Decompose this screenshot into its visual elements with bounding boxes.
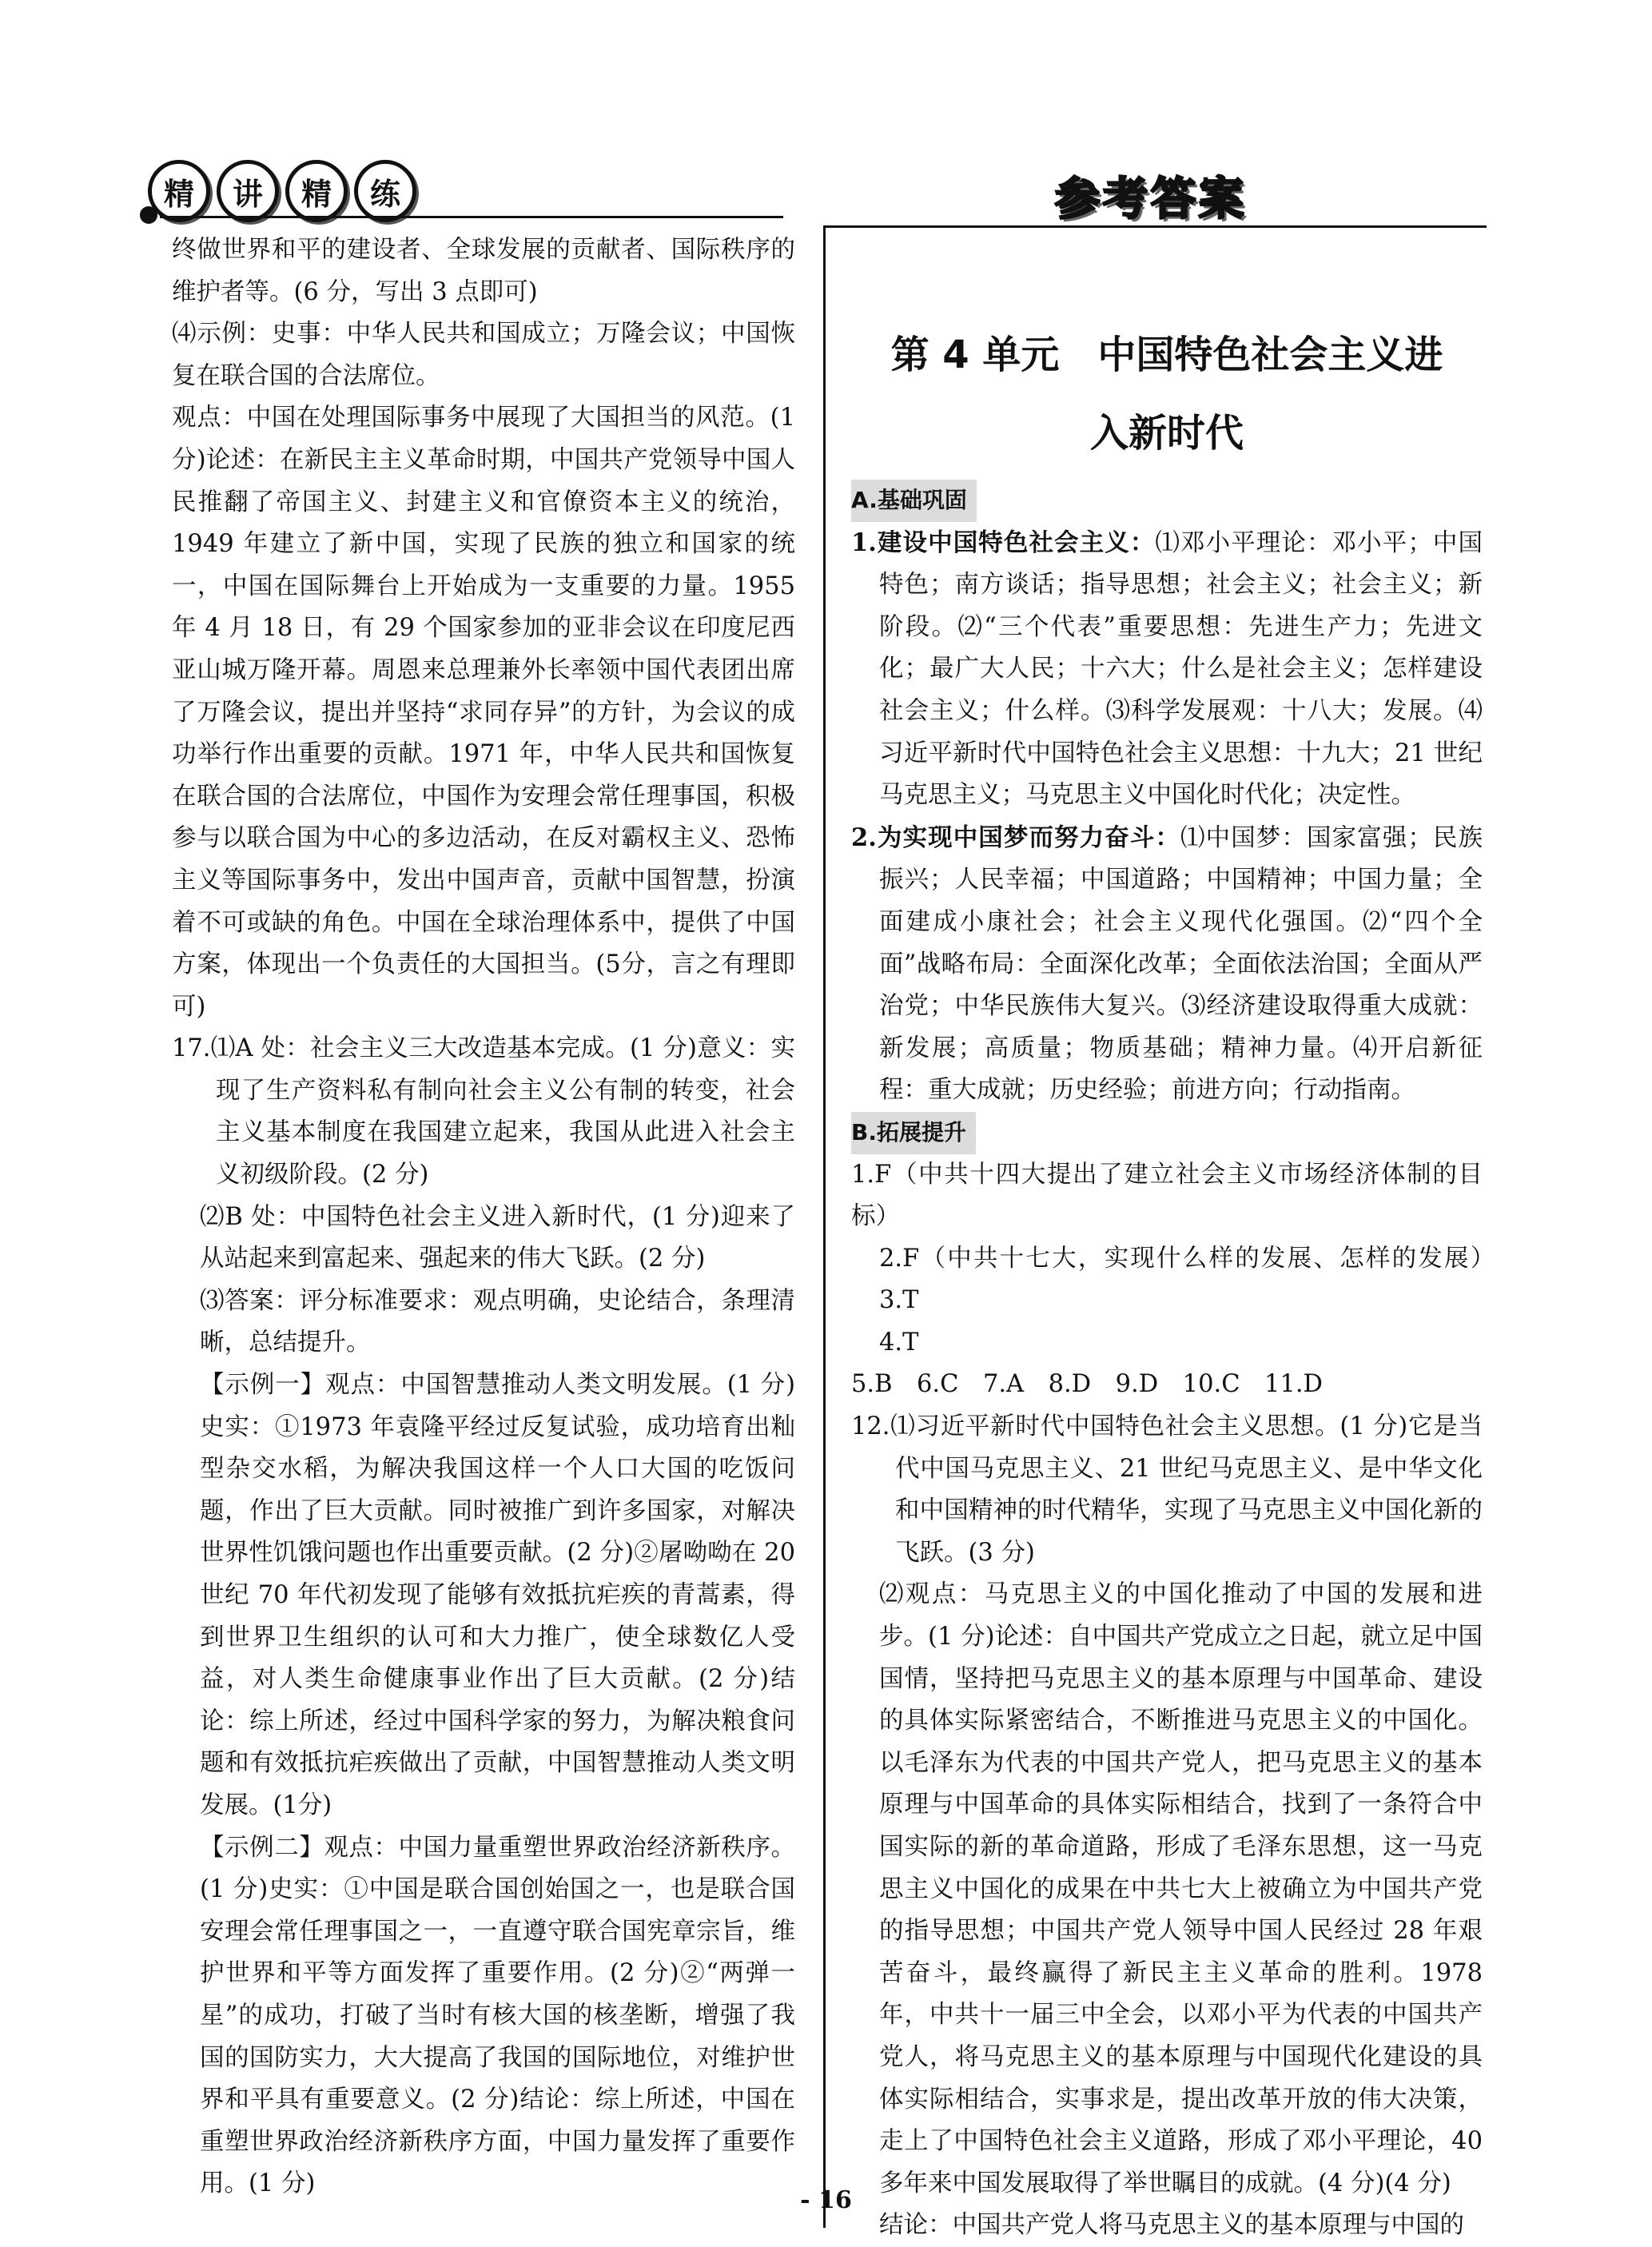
header-right-rule xyxy=(823,225,1487,228)
b-item-5-11: 5.B 6.C 7.A 8.D 9.D 10.C 11.D xyxy=(851,1370,1323,1399)
a2-text: ⑴中国梦：国家富强；民族振兴；人民幸福；中国道路；中国精神；中国力量；全面建成小康社会；社会主义现代化强国。⑵“四个全面”战略布局：全面深化改革；全面依法治国；全面从严治党；中华民族伟大复兴。⑶经济建设取得重大成就：新发展；高质量；物质基础；精神力量。⑷开启新征程：重大成就；历史经验；前进方向；行动指南。 xyxy=(879,823,1483,1105)
page-number: - 16 xyxy=(800,2186,852,2214)
left-example-1: 【示例一】观点：中国智慧推动人类文明发展。(1 分)史实：①1973 年袁隆平经过反复试验，成功培育出籼型杂交水稻，为解决我国这样一个人口大国的吃饭问题，作出了巨大贡献。同时被推广到许多国家，对解决世界性饥饿问题也作出重要贡献。(2 分)②屠呦呦在 20 世纪 70 年代初发现了能够有效抵抗疟疾的青蒿素，得到世界卫生组织的认可和大力推广，使全球数亿人受益，对人类生命健康事业作出了巨大贡献。(2 分)结论：综上所述，经过中国科学家的努力，为解决粮食问题和有效抵抗疟疾做出了贡献，中国智慧推动人类文明发展。(1分) xyxy=(200,1371,795,1819)
left-para-2: ⑷示例：史事：中华人民共和国成立；万隆会议；中国恢复在联合国的合法席位。 xyxy=(172,320,795,390)
b-item-4: 4.T xyxy=(879,1328,919,1357)
a1-label: 1.建设中国特色社会主义： xyxy=(851,528,1156,557)
logo-dot xyxy=(140,206,157,224)
left-q17-3: ⑶答案：评分标准要求：观点明确，史论结合，条理清晰，总结提升。 xyxy=(200,1286,795,1357)
b-item-2: 2.F（中共十七大，实现什么样的发展、怎样的发展） 3.T xyxy=(879,1244,1507,1315)
b-item-12-3: 结论：中国共产党人将马克思主义的基本原理与中国的 xyxy=(879,2211,1464,2240)
logo-char-1: 精 xyxy=(148,160,210,222)
header-title: 参考答案 xyxy=(1055,173,1247,225)
logo-char-2: 讲 xyxy=(217,160,279,222)
logo-char-4: 练 xyxy=(354,160,416,222)
left-q17-1: 17.⑴A 处：社会主义三大改造基本完成。(1 分)意义：实现了生产资料私有制向社会主义公有制的转变，社会主义基本制度在我国建立起来，我国从此进入社会主义初级阶段。(2 分) xyxy=(172,1034,795,1189)
column-divider xyxy=(823,225,826,2228)
a1-text: ⑴邓小平理论：邓小平；中国特色；南方谈话；指导思想；社会主义；社会主义；新阶段。⑵“三个代表”重要思想：先进生产力；先进文化；最广大人民；十六大；什么是社会主义；怎样建设社会主义；什么样。⑶科学发展观：十八大；发展。⑷习近平新时代中国特色社会主义思想：十九大；21 世纪马克思主义；马克思主义中国化时代化；决定性。 xyxy=(879,528,1483,810)
unit-title xyxy=(851,316,1483,472)
left-q17-2: ⑵B 处：中国特色社会主义进入新时代，(1 分)迎来了从站起来到富起来、强起来的伟大飞跃。(2 分) xyxy=(200,1202,795,1273)
left-para-1: 终做世界和平的建设者、全球发展的贡献者、国际秩序的维护者等。(6 分，写出 3 点即可) xyxy=(172,236,795,306)
left-column xyxy=(172,229,795,2205)
a2-label: 2.为实现中国梦而努力奋斗： xyxy=(851,823,1181,852)
b-item-12-2: ⑵观点：马克思主义的中国化推动了中国的发展和进步。(1 分)论述：自中国共产党成立之日起，就立足中国国情，坚持把马克思主义的基本原理与中国革命、建设的具体实际紧密结合，不断推进马克思主义的中国化。以毛泽东为代表的中国共产党人，把马克思主义的基本原理与中国革命的具体实际相结合，找到了一条符合中国实际的新的革命道路，形成了毛泽东思想，这一马克思主义中国化的成果在中共七大上被确立为中国共产党的指导思想；中国共产党人领导中国人民经过 28 年艰苦奋斗，最终赢得了新民主主义革命的胜利。1978 年，中共十一届三中全会，以邓小平为代表的中国共产党人，将马克思主义的基本原理与中国现代化建设的具体实际相结合，实事求是，提出改革开放的伟大决策，走上了中国特色社会主义道路，形成了邓小平理论，40 多年来中国发展取得了举世瞩目的成就。(4 分)(4 分) xyxy=(879,1580,1483,2197)
left-para-3: 观点：中国在处理国际事务中展现了大国担当的风范。(1分)论述：在新民主主义革命时期，中国共产党领导中国人民推翻了帝国主义、封建主义和官僚资本主义的统治，1949 年建立了新中国，实现了民族的独立和国家的统一，中国在国际舞台上开始成为一支重要的力量。1955 年 4 月 18 日，有 29 个国家参加的亚非会议在印度尼西亚山城万隆开幕。周恩来总理兼外长率领中国代表团出席了万隆会议，提出并坚持“求同存异”的方针，为会议的成功举行作出重要的贡献。1971 年，中华人民共和国恢复在联合国的合法席位，中国作为安理会常任理事国，积极参与以联合国为中心的多边活动，在反对霸权主义、恐怖主义等国际事务中，发出中国声音，贡献中国智慧，扮演着不可或缺的角色。中国在全球治理体系中，提供了中国方案，体现出一个负责任的大国担当。(5分，言之有理即可) xyxy=(172,404,795,1021)
header-left-rule xyxy=(160,216,783,218)
unit-title-line-2: 入新时代 xyxy=(1089,411,1244,456)
a2-item xyxy=(851,817,1483,1112)
right-column xyxy=(851,480,1507,2247)
section-a-heading: A.基础巩固 xyxy=(851,480,977,522)
logo-char-3: 精 xyxy=(285,160,348,222)
b-item-12-1: 12.⑴习近平新时代中国特色社会主义思想。(1 分)它是当代中国马克思主义、21 世纪马克思主义、是中华文化和中国精神的时代精华，实现了马克思主义中国化新的飞跃。(3 分) xyxy=(851,1412,1483,1567)
section-b-heading: B.拓展提升 xyxy=(851,1112,976,1154)
b-item-1: 1.F（中共十四大提出了建立社会主义市场经济体制的目标） xyxy=(851,1160,1483,1231)
header-logo xyxy=(148,160,416,222)
unit-title-line-1: 第 4 单元 中国特色社会主义进 xyxy=(890,333,1443,377)
a1-item xyxy=(851,522,1483,817)
left-example-2: 【示例二】观点：中国力量重塑世界政治经济新秩序。(1 分)史实：①中国是联合国创始国之一，也是联合国安理会常任理事国之一，一直遵守联合国宪章宗旨，维护世界和平等方面发挥了重要作用。(2 分)②“两弹一星”的成功，打破了当时有核大国的核垄断，增强了我国的国防实力，大大提高了我国的国际地位，对维护世界和平具有重要意义。(2 分)结论：综上所述，中国在重塑世界政治经济新秩序方面，中国力量发挥了重要作用。(1 分) xyxy=(200,1833,795,2198)
